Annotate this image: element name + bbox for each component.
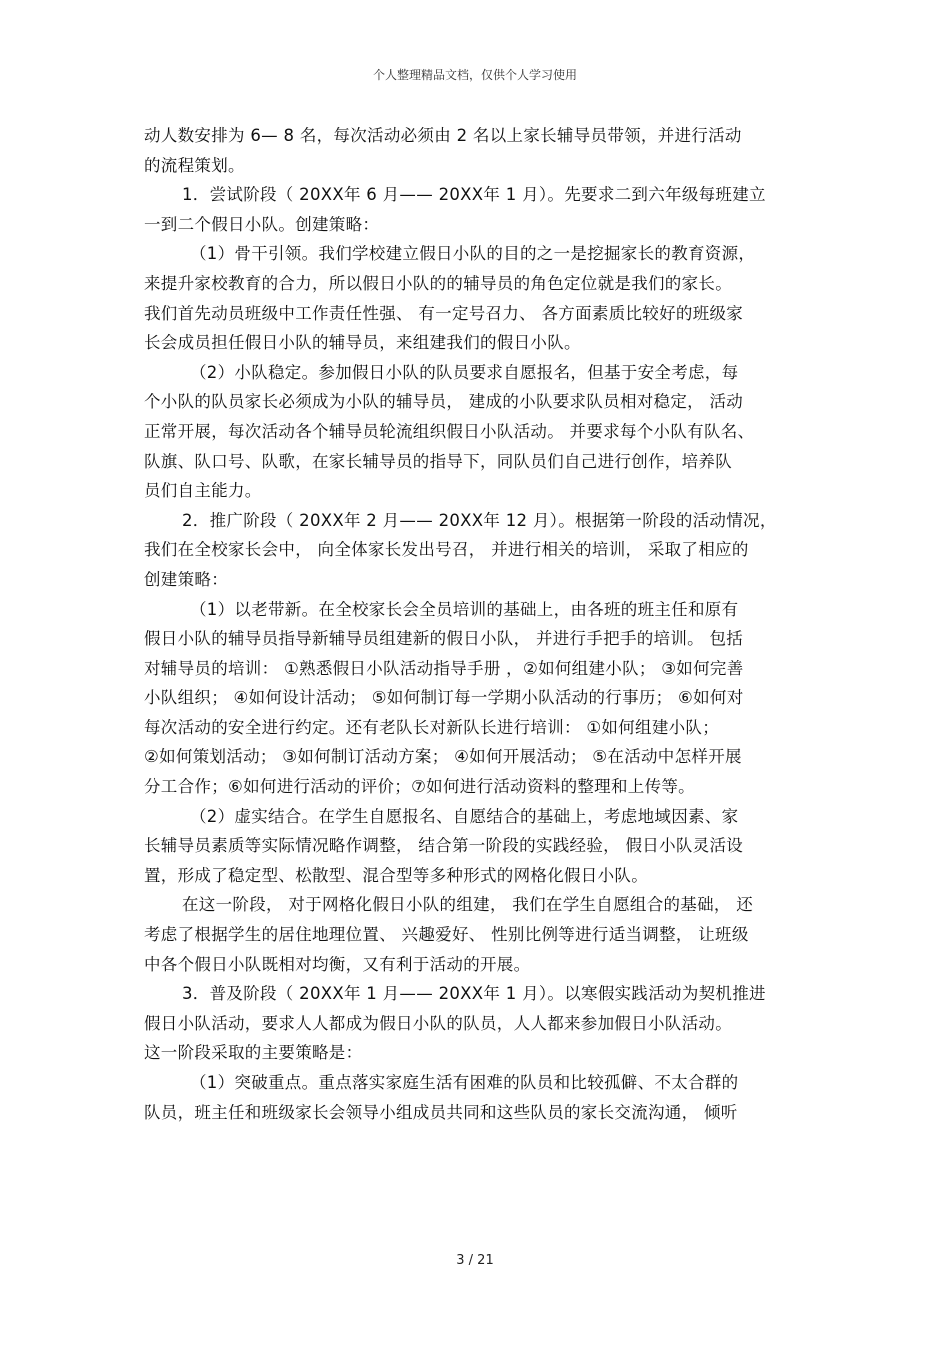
text-line: 队员，班主任和班级家长会领导小组成员共同和这些队员的家长交流沟通， 倾听 bbox=[144, 1102, 738, 1122]
document-body bbox=[144, 121, 808, 1127]
text-line: 创建策略： bbox=[144, 569, 228, 589]
text-line: 长辅导员素质等实际情况略作调整， 结合第一阶段的实践经验， 假日小队灵活设 bbox=[144, 836, 744, 856]
text-line: 一到二个假日小队。创建策略： bbox=[144, 214, 380, 234]
text-line: 中各个假日小队既相对均衡，又有利于活动的开展。 bbox=[144, 954, 531, 974]
text-line: 这一阶段采取的主要策略是： bbox=[144, 1043, 363, 1063]
text-line: 3．普及阶段（ 20XX年 1 月—— 20XX年 1 月）。以寒假实践活动为契机推进 bbox=[182, 984, 766, 1004]
text-line: 置，形成了稳定型、松散型、混合型等多种形式的网格化假日小队。 bbox=[144, 865, 648, 885]
text-line: 的流程策划。 bbox=[144, 155, 245, 175]
text-line: 队旗、队口号、队歌，在家长辅导员的指导下，同队员们自己进行创作，培养队 bbox=[144, 451, 732, 471]
text-line: （1）突破重点。重点落实家庭生活有困难的队员和比较孤僻、不太合群的 bbox=[190, 1073, 739, 1092]
text-line: （2）小队稳定。参加假日小队的队员要求自愿报名，但基于安全考虑，每 bbox=[190, 362, 739, 382]
text-line: 假日小队活动，要求人人都成为假日小队的队员，人人都来参加假日小队活动。 bbox=[144, 1013, 732, 1033]
text-line: （1）以老带新。在全校家长会全员培训的基础上，由各班的班主任和原有 bbox=[190, 599, 739, 619]
text-line: 长会成员担任假日小队的辅导员，来组建我们的假日小队。 bbox=[144, 333, 581, 353]
text-line: 2．推广阶段（ 20XX年 2 月—— 20XX年 12 月）。根据第一阶段的活动情况， bbox=[182, 510, 777, 530]
text-line: 考虑了根据学生的居住地理位置、 兴趣爱好、 性别比例等进行适当调整， 让班级 bbox=[144, 925, 749, 945]
text-line: 假日小队的辅导员指导新辅导员组建新的假日小队， 并进行手把手的培训。 包括 bbox=[144, 629, 744, 649]
text-line: 小队组织； ④如何设计活动； ⑤如何制订每一学期小队活动的行事历； ⑥如何对 bbox=[144, 688, 744, 708]
text-line: 我们首先动员班级中工作责任性强、 有一定号召力、 各方面素质比较好的班级家 bbox=[144, 303, 744, 323]
text-line: 分工合作；⑥如何进行活动的评价；⑦如何进行活动资料的整理和上传等。 bbox=[144, 777, 695, 797]
text-line: ②如何策划活动； ③如何制订活动方案； ④如何开展活动； ⑤在活动中怎样开展 bbox=[144, 747, 742, 767]
text-line: 正常开展，每次活动各个辅导员轮流组织假日小队活动。 并要求每个小队有队名、 bbox=[144, 421, 755, 441]
page-number: 3 / 21 bbox=[456, 1253, 494, 1268]
text-line: 我们在全校家长会中， 向全体家长发出号召， 并进行相关的培训， 采取了相应的 bbox=[144, 540, 749, 560]
text-line: 每次活动的安全进行约定。还有老队长对新队长进行培训： ①如何组建小队； bbox=[144, 717, 720, 737]
text-line: 动人数安排为 6— 8 名，每次活动必须由 2 名以上家长辅导员带领，并进行活动 bbox=[144, 126, 742, 145]
page-header: 个人整理精品文档，仅供个人学习使用 bbox=[372, 68, 577, 82]
text-line: 员们自主能力。 bbox=[144, 481, 262, 501]
text-line: 来提升家校教育的合力，所以假日小队的的辅导员的角色定位就是我们的家长。 bbox=[144, 273, 732, 293]
text-line: 对辅导员的培训： ①熟悉假日小队活动指导手册 ，②如何组建小队； ③如何完善 bbox=[144, 658, 744, 678]
text-line: （1）骨干引领。我们学校建立假日小队的目的之一是挖掘家长的教育资源， bbox=[190, 244, 756, 264]
text-line: （2）虚实结合。在学生自愿报名、自愿结合的基础上，考虑地域因素、家 bbox=[190, 806, 739, 826]
text-line: 在这一阶段， 对于网格化假日小队的组建， 我们在学生自愿组合的基础， 还 bbox=[182, 895, 754, 915]
text-line: 个小队的队员家长必须成为小队的辅导员， 建成的小队要求队员相对稳定， 活动 bbox=[144, 392, 744, 412]
text-line: 1．尝试阶段（ 20XX年 6 月—— 20XX年 1 月）。先要求二到六年级每班建立 bbox=[182, 185, 766, 205]
